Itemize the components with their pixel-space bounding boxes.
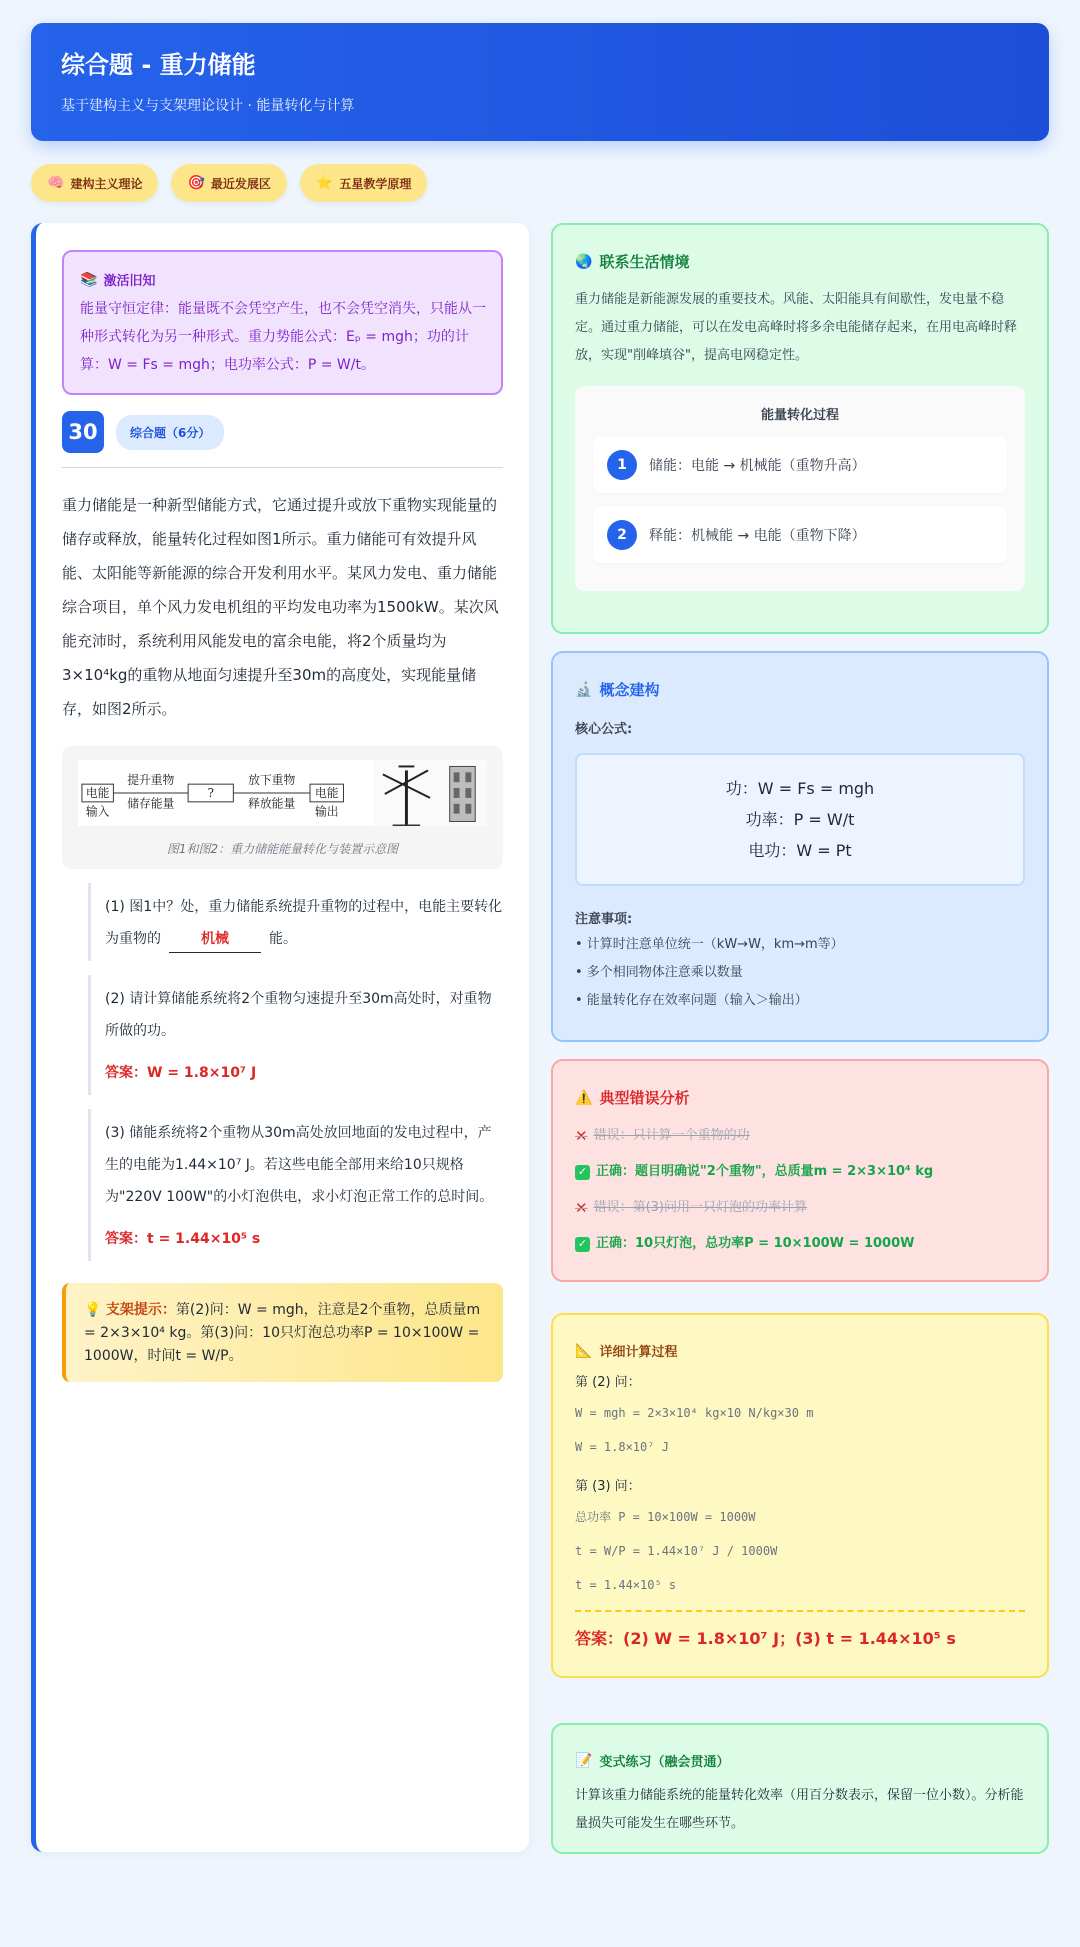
books-icon: 📚 xyxy=(80,271,98,288)
hint-title: 支架提示： xyxy=(105,1302,176,1318)
theory-badges xyxy=(31,164,427,202)
activate-title: 激活旧知 xyxy=(103,274,156,289)
star-icon: ⭐ xyxy=(315,175,334,191)
calc-line: 总功率 P = 10×100W = 1000W xyxy=(575,1510,756,1524)
practice-title: 变式练习（融会贯通） xyxy=(599,1755,730,1770)
fig-a-bottom: 储存能量 xyxy=(127,796,175,811)
calc-title-row xyxy=(575,1341,1025,1360)
q2-text: (2) 请计算储能系统将2个重物匀速提升至30m高处时，对重物所做的功。 xyxy=(105,991,492,1039)
errors-title: 典型错误分析 xyxy=(599,1089,690,1107)
check-icon: ✓ xyxy=(575,1237,590,1252)
ruler-icon: 📐 xyxy=(575,1342,593,1359)
fig-output-bottom: 输出 xyxy=(314,804,339,819)
error-item xyxy=(575,1190,1025,1226)
microscope-icon: 🔬 xyxy=(575,681,593,698)
process-step xyxy=(593,507,1007,563)
practice-body: 计算该重力储能系统的能量转化效率（用百分数表示，保留一位小数）。分析能量损失可能发生在哪些环节。 xyxy=(575,1788,1024,1831)
calc-line: t = 1.44×10⁵ s xyxy=(575,1578,677,1592)
life-title-row xyxy=(575,251,1025,272)
badge-five-star xyxy=(300,164,427,202)
activate-body: 能量守恒定律：能量既不会凭空产生，也不会凭空消失，只能从一种形式转化为另一种形式。重力势能公式：Eₚ = mgh；功的计算：W = Fs = mgh；电功率公式：P = W/t。 xyxy=(80,301,486,373)
question-card xyxy=(31,223,529,1852)
energy-flow-diagram xyxy=(78,760,373,826)
step-text: 释能：机械能 → 电能（重物下降） xyxy=(649,528,866,544)
activate-title-row xyxy=(80,270,487,289)
note-item: • 能量转化存在效率问题（输入＞输出） xyxy=(575,993,808,1008)
brain-icon: 🧠 xyxy=(47,175,65,191)
badge-label: 建构主义理论 xyxy=(70,176,143,191)
energy-process-box xyxy=(575,386,1025,591)
correction-item xyxy=(575,1154,1025,1190)
formula-work: 功：W = Fs = mgh xyxy=(725,779,875,798)
step-text: 储能：电能 → 机械能（重物升高） xyxy=(649,458,866,474)
life-body: 重力储能是新能源发展的重要技术。风能、太阳能具有间歇性，发电量不稳定。通过重力储能，可以在发电高峰时将多余电能储存起来，在用电高峰时释放，实现"削峰填谷"，提高电网稳定性。 xyxy=(575,292,1018,363)
concept-construction-card xyxy=(551,651,1049,1042)
question-header xyxy=(62,411,503,468)
q3-answer: 答案：t = 1.44×10⁵ s xyxy=(105,1231,261,1247)
typical-errors-card xyxy=(551,1059,1049,1282)
calc-line: t = W/P = 1.44×10⁷ J / 1000W xyxy=(575,1544,778,1558)
correction-item xyxy=(575,1226,1025,1262)
memo-icon: 📝 xyxy=(575,1752,593,1769)
calculation-card xyxy=(551,1313,1049,1678)
badge-constructivism xyxy=(31,164,158,202)
error-text: 错误：第(3)问用一只灯泡的功率计算 xyxy=(593,1200,807,1215)
globe-icon: 🌏 xyxy=(575,253,593,270)
formula-box xyxy=(575,753,1025,886)
note-item: • 多个相同物体注意乘以数量 xyxy=(575,965,743,980)
sub-question-1 xyxy=(88,883,503,961)
errors-list xyxy=(575,1118,1025,1262)
check-icon: ✓ xyxy=(575,1165,590,1180)
concept-title-row xyxy=(575,679,1025,700)
step-number: 1 xyxy=(607,450,637,480)
process-step xyxy=(593,437,1007,493)
page-header xyxy=(31,23,1049,141)
fig-input-bottom: 输入 xyxy=(85,804,110,819)
variant-practice-card xyxy=(551,1723,1049,1854)
question-number: 30 xyxy=(62,411,104,453)
errors-title-row xyxy=(575,1087,1025,1108)
error-text: 错误：只计算一个重物的功 xyxy=(593,1128,750,1143)
badge-zpd xyxy=(171,164,286,202)
correction-text: 正确：题目明确说"2个重物"，总质量m = 2×3×10⁴ kg xyxy=(596,1164,934,1179)
q1-text-after: 能。 xyxy=(269,931,297,947)
notes-list xyxy=(575,931,1025,1015)
error-item xyxy=(575,1118,1025,1154)
process-title: 能量转化过程 xyxy=(760,408,839,423)
fig-a-top: 提升重物 xyxy=(127,773,175,788)
calc-line: W = mgh = 2×3×10⁴ kg×10 N/kg×30 m xyxy=(575,1406,814,1420)
calc-final-answer: 答案：(2) W = 1.8×10⁷ J；(3) t = 1.44×10⁵ s xyxy=(575,1610,1025,1649)
calc-q2-label: 第 (2) 问： xyxy=(575,1375,641,1390)
cross-icon: ✕ xyxy=(575,1199,588,1217)
notes-label: 注意事项: xyxy=(575,912,633,927)
formula-label: 核心公式: xyxy=(575,722,633,737)
scaffold-hint-box xyxy=(62,1283,503,1382)
activate-prior-knowledge-box xyxy=(62,250,503,395)
badge-label: 最近发展区 xyxy=(210,176,271,191)
cross-icon: ✕ xyxy=(575,1127,588,1145)
fig-b-top: 放下重物 xyxy=(248,773,296,788)
concept-title: 概念建构 xyxy=(599,681,660,699)
step-number: 2 xyxy=(607,520,637,550)
correction-text: 正确：10只灯泡，总功率P = 10×100W = 1000W xyxy=(596,1236,915,1251)
calc-title: 详细计算过程 xyxy=(599,1345,678,1360)
life-title: 联系生活情境 xyxy=(599,253,690,271)
note-item: • 计算时注意单位统一（kW→W，km→m等） xyxy=(575,937,844,952)
badge-label: 五星教学原理 xyxy=(339,176,412,191)
target-icon: 🎯 xyxy=(187,175,205,191)
figure-image xyxy=(78,760,487,826)
page-subtitle: 基于建构主义与支架理论设计 · 能量转化与计算 xyxy=(61,98,355,114)
q1-text-before: (1) 图1中？处，重力储能系统提升重物的过程中，电能主要转化为重物的 xyxy=(105,899,503,947)
sub-question-2 xyxy=(88,975,503,1095)
lightbulb-icon: 💡 xyxy=(84,1302,102,1318)
life-context-card xyxy=(551,223,1049,634)
page-title: 综合题 - 重力储能 xyxy=(61,51,256,79)
formula-power: 功率：P = W/t xyxy=(745,810,855,829)
calc-q3-label: 第 (3) 问： xyxy=(575,1479,641,1494)
warning-icon: ⚠️ xyxy=(575,1089,593,1106)
practice-title-row xyxy=(575,1751,1025,1770)
crane-tower-photo xyxy=(373,760,487,826)
fig-input-top: 电能 xyxy=(85,785,110,800)
figure-caption: 图1和图2：重力储能能量转化与装置示意图 xyxy=(166,842,399,856)
formula-electric-work: 电功：W = Pt xyxy=(748,841,852,860)
q1-fill-blank: 机械 xyxy=(169,926,261,953)
fig-output-top: 电能 xyxy=(314,785,339,800)
question-type-tag: 综合题（6分） xyxy=(116,415,224,450)
q2-answer: 答案：W = 1.8×10⁷ J xyxy=(105,1065,257,1081)
fig-b-bottom: 释放能量 xyxy=(248,796,296,811)
q3-text: (3) 储能系统将2个重物从30m高处放回地面的发电过程中，产生的电能为1.44×10⁷ J。若这些电能全部用来给10只规格为"220V 100W"的小灯泡供电，求小灯泡正常工作的总时间。 xyxy=(105,1125,494,1205)
question-stem: 重力储能是一种新型储能方式，它通过提升或放下重物实现能量的储存或释放，能量转化过程如图1所示。重力储能可有效提升风能、太阳能等新能源的综合开发利用水平。某风力发电、重力储能综合项目，单个风力发电机组的平均发电功率为1500kW。某次风能充沛时，系统利用风能发电的富余电能，将2个质量均为3×10⁴kg的重物从地面匀速提升至30m的高度处，实现能量储存，如图2所示。 xyxy=(62,496,499,718)
figure-box xyxy=(62,746,503,869)
sub-question-3 xyxy=(88,1109,503,1261)
fig-mid: ? xyxy=(207,785,214,800)
calc-line: W = 1.8×10⁷ J xyxy=(575,1440,669,1454)
hint-body: 第(2)问：W = mgh，注意是2个重物，总质量m = 2×3×10⁴ kg。第(3)问：10只灯泡总功率P = 10×100W = 1000W，时间t = W/P。 xyxy=(84,1302,481,1364)
